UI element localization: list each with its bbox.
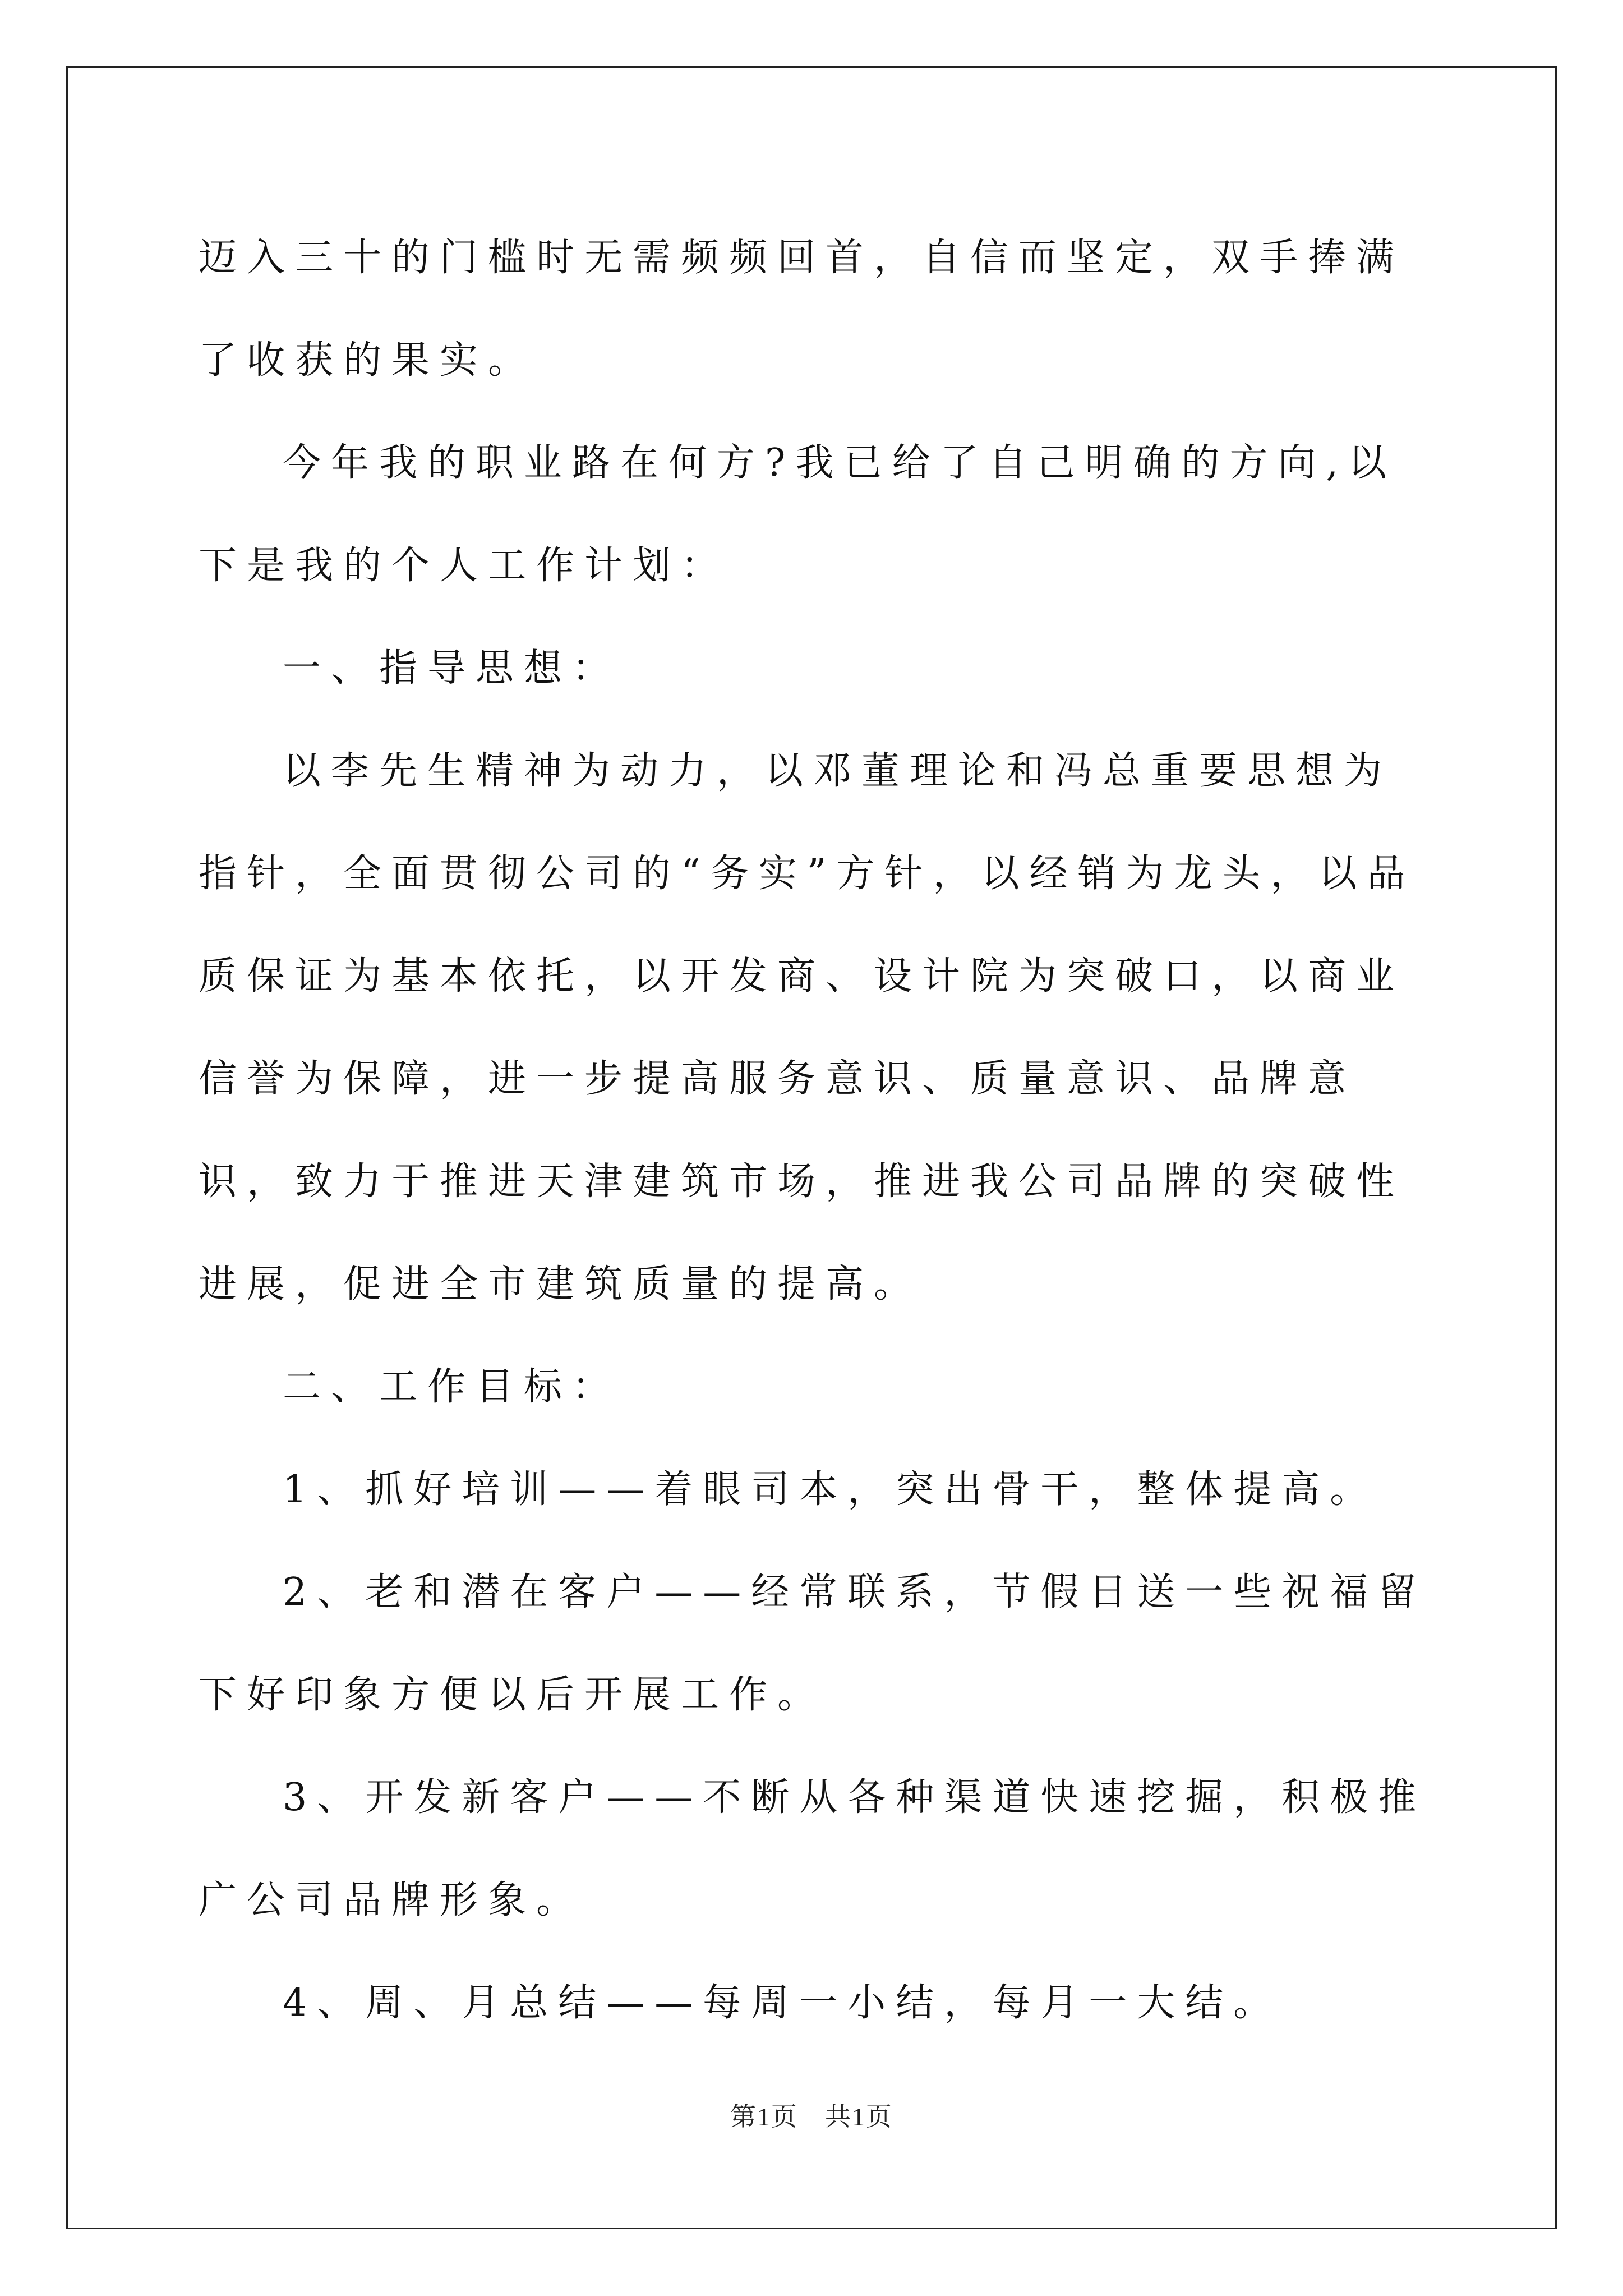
heading-work-goals: 二、工作目标：: [283, 1365, 621, 1409]
goal-item-3: 3、开发新客户——不断从各种渠道快速挖掘，积极推广公司品牌形象。: [199, 1775, 1427, 1922]
goal-item-1: 1、抓好培训——着眼司本，突出骨干，整体提高。: [283, 1467, 1378, 1512]
document-body: [199, 206, 1430, 2054]
paragraph-guiding-thought: 以李先生精神为动力，以邓董理论和冯总重要思想为指针，全面贯彻公司的“务实”方针，以经销为龙头，以品质保证为基本依托，以开发商、设计院为突破口，以商业信誉为保障，进一步提高服务意识、质量意识、品牌意识，致力于推进天津建筑市场，推进我公司品牌的突破性进展，促进全市建筑质量的提高。: [199, 749, 1415, 1306]
paragraph-2: 今年我的职业路在何方?我已给了自己明确的方向,以下是我的个人工作计划：: [199, 441, 1397, 588]
page-number-label: 第1页 共1页: [730, 2102, 893, 2131]
heading-guiding-thought: 一、指导思想：: [283, 646, 621, 691]
goal-item-4: 4、周、月总结——每周一小结，每月一大结。: [283, 1981, 1282, 2025]
page-footer: [0, 2096, 1623, 2133]
paragraph-1: 迈入三十的门槛时无需频频回首，自信而坚定，双手捧满了收获的果实。: [199, 236, 1405, 383]
goal-item-2: 2、老和潜在客户——经常联系，节假日送一些祝福留下好印象方便以后开展工作。: [199, 1570, 1427, 1717]
